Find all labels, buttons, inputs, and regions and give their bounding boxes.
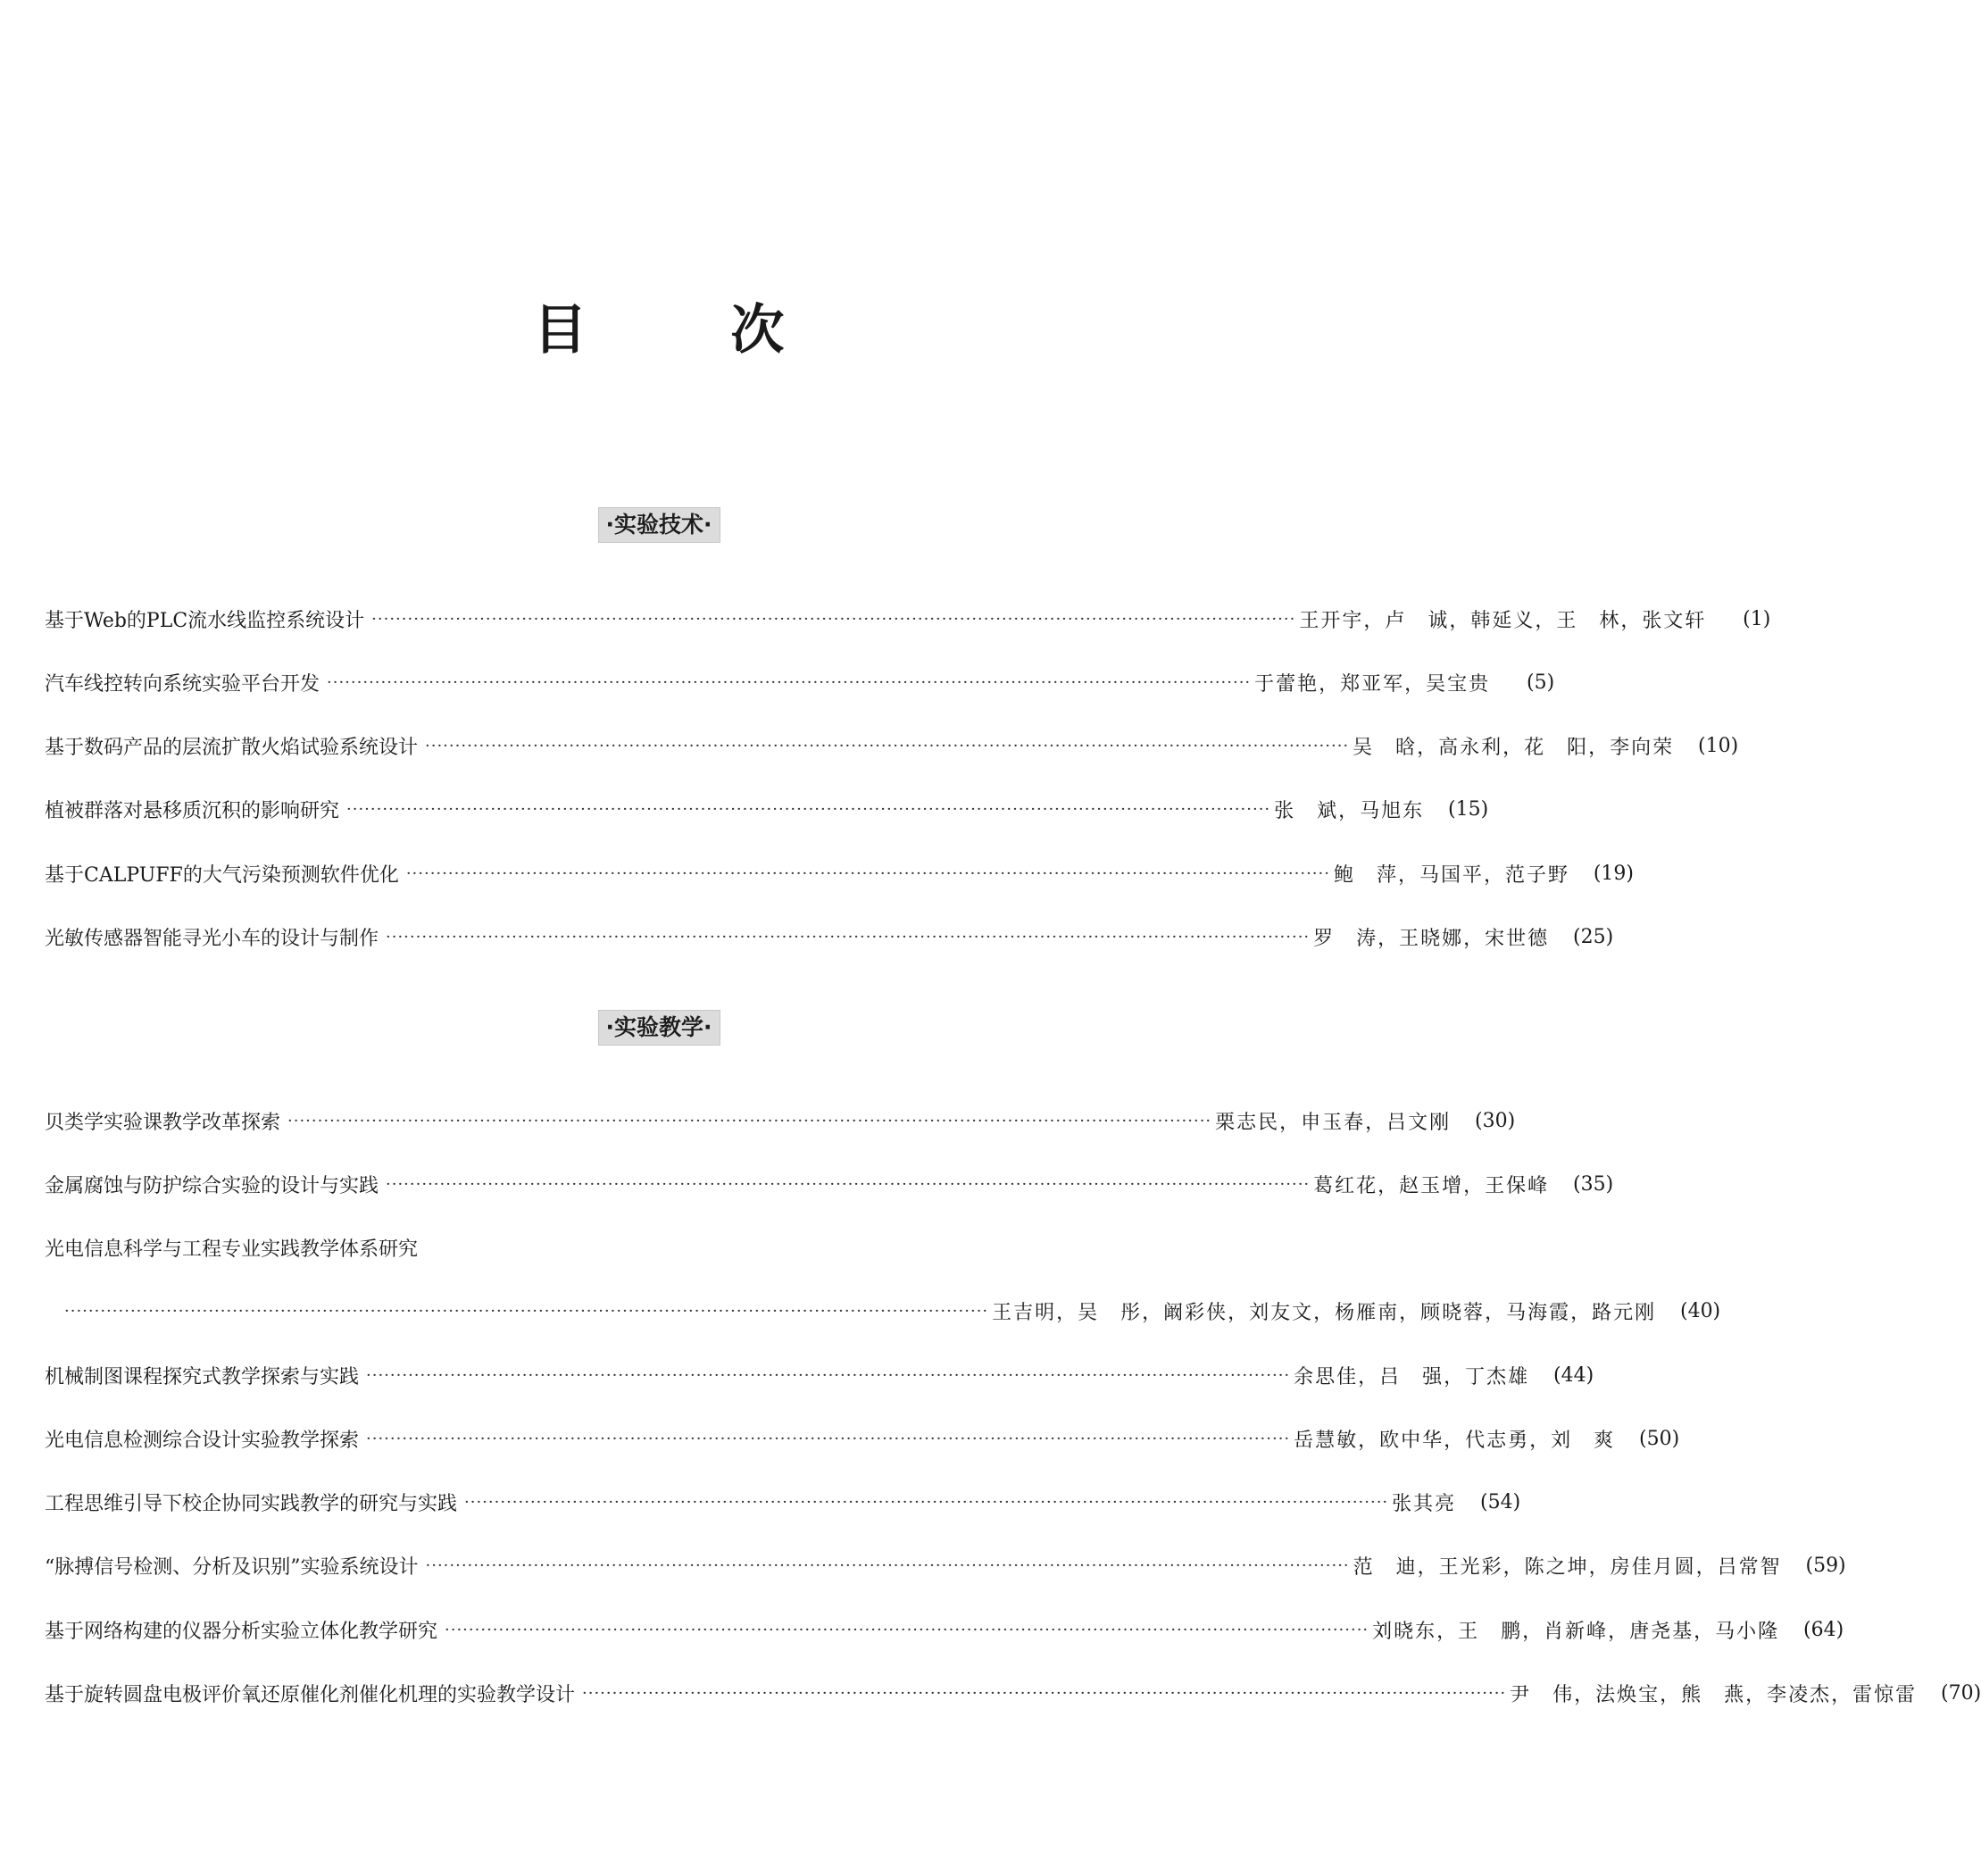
toc-entry-continuation[interactable]: [64, 1293, 1721, 1329]
page-title: 目 次: [533, 299, 847, 362]
entry-authors: 葛红花，赵玉增，王保峰: [1313, 1174, 1550, 1197]
entry-authors: 尹 伟，法焕宝，熊 燕，李凌杰，雷惊雷: [1510, 1683, 1918, 1706]
entry-authors: 张 斌，马旭东: [1274, 799, 1425, 822]
entry-page: (5): [1527, 671, 1555, 694]
entry-title: 光电信息检测综合设计实验教学探索: [45, 1429, 360, 1452]
entry-title: “脉搏信号检测、分析及识别”实验系统设计: [45, 1555, 419, 1579]
entry-authors: 范 迪，王光彩，陈之坤，房佳月圆，吕常智: [1353, 1555, 1782, 1579]
toc-entry[interactable]: [45, 601, 1771, 637]
section-header-experiment-technology: [0, 507, 1318, 543]
entry-page: (70): [1941, 1681, 1981, 1705]
toc-entry[interactable]: [45, 1675, 1981, 1711]
toc-entry[interactable]: [45, 1421, 1680, 1456]
toc-entry[interactable]: [45, 791, 1489, 827]
leader-dots: ··························································································································································: [464, 1492, 1389, 1512]
entry-authors: 鲍 萍，马国平，范子野: [1333, 863, 1569, 887]
entry-title: 光敏传感器智能寻光小车的设计与制作: [45, 927, 379, 950]
toc-entry-title-line[interactable]: [45, 1230, 418, 1265]
leader-dots: ··························································································································································: [582, 1683, 1507, 1703]
entry-page: (64): [1803, 1618, 1844, 1641]
toc-entry[interactable]: [45, 728, 1739, 763]
entry-page: (15): [1448, 797, 1489, 821]
entry-authors: 王吉明，吴 彤，阚彩侠，刘友文，杨雁南，顾晓蓉，马海霞，路元刚: [992, 1301, 1657, 1324]
entry-page: (30): [1475, 1109, 1516, 1132]
entry-title: 光电信息科学与工程专业实践教学体系研究: [45, 1238, 419, 1261]
entry-title: 基于网络构建的仪器分析实验立体化教学研究: [45, 1620, 438, 1643]
toc-entry[interactable]: [45, 1612, 1844, 1647]
entry-page: (50): [1639, 1427, 1680, 1450]
leader-dots: ··························································································································································: [445, 1620, 1369, 1639]
entry-page: (19): [1593, 862, 1634, 885]
entry-title: 贝类学实验课教学改革探索: [45, 1111, 281, 1134]
entry-authors: 栗志民，申玉春，吕文刚: [1215, 1111, 1452, 1134]
section-label: ·实验教学·: [598, 1010, 720, 1046]
entry-title: 基于旋转圆盘电极评价氧还原催化剂催化机理的实验教学设计: [45, 1683, 576, 1706]
section-header-experiment-teaching: [0, 1010, 1318, 1046]
entry-title: 金属腐蚀与防护综合实验的设计与实践: [45, 1174, 379, 1197]
entry-title: 工程思维引导下校企协同实践教学的研究与实践: [45, 1492, 458, 1515]
toc-entry[interactable]: [45, 855, 1634, 891]
entry-title: 基于CALPUFF的大气污染预测软件优化: [45, 863, 399, 887]
leader-dots: ··························································································································································: [386, 1174, 1311, 1194]
entry-page: (40): [1679, 1299, 1721, 1322]
leader-dots: ··························································································································································: [386, 927, 1311, 946]
entry-page: (25): [1573, 925, 1614, 948]
entry-title: 汽车线控转向系统实验平台开发: [45, 672, 320, 696]
entry-authors: 刘晓东，王 鹏，肖新峰，唐尧基，马小隆: [1372, 1620, 1780, 1643]
toc-entry[interactable]: [45, 1103, 1516, 1138]
section-label: ·实验技术·: [598, 507, 720, 543]
leader-dots: ··························································································································································: [425, 736, 1350, 755]
leader-dots: ··························································································································································: [346, 799, 1271, 819]
toc-entry[interactable]: [45, 1547, 1846, 1583]
entry-authors: 于蕾艳，郑亚军，吴宝贵: [1254, 672, 1491, 696]
entry-title: 基于Web的PLC流水线监控系统设计: [45, 609, 365, 632]
leader-dots: ··························································································································································: [371, 609, 1296, 629]
entry-page: (54): [1480, 1490, 1521, 1513]
leader-dots: ··························································································································································: [64, 1301, 989, 1321]
entry-authors: 余思佳，吕 强，丁杰雄: [1294, 1365, 1530, 1388]
entry-page: (59): [1805, 1554, 1846, 1577]
toc-entry[interactable]: [45, 1357, 1594, 1393]
entry-page: (44): [1553, 1363, 1594, 1387]
leader-dots: ··························································································································································: [327, 672, 1252, 692]
entry-title: 基于数码产品的层流扩散火焰试验系统设计: [45, 736, 419, 759]
entry-authors: 岳慧敏，欧中华，代志勇，刘 爽: [1294, 1429, 1616, 1452]
entry-authors: 吴 晗，高永利，花 阳，李向荣: [1353, 736, 1675, 759]
entry-page: (1): [1743, 607, 1771, 630]
toc-entry[interactable]: [45, 1484, 1521, 1520]
entry-authors: 张其亮: [1392, 1492, 1457, 1515]
entry-title: 植被群落对悬移质沉积的影响研究: [45, 799, 340, 822]
toc-entry[interactable]: [45, 664, 1555, 700]
leader-dots: ··························································································································································: [287, 1111, 1212, 1130]
toc-entry[interactable]: [45, 1166, 1614, 1202]
entry-authors: 王开宇，卢 诚，韩延义，王 林，张文轩: [1299, 609, 1707, 632]
toc-entry[interactable]: [45, 919, 1614, 955]
leader-dots: ··························································································································································: [366, 1429, 1291, 1448]
leader-dots: ··························································································································································: [425, 1555, 1350, 1575]
leader-dots: ··························································································································································: [366, 1365, 1291, 1385]
leader-dots: ··························································································································································: [405, 863, 1330, 883]
entry-page: (10): [1698, 734, 1739, 757]
entry-authors: 罗 涛，王晓娜，宋世德: [1313, 927, 1550, 950]
entry-title: 机械制图课程探究式教学探索与实践: [45, 1365, 360, 1388]
entry-page: (35): [1573, 1172, 1614, 1196]
